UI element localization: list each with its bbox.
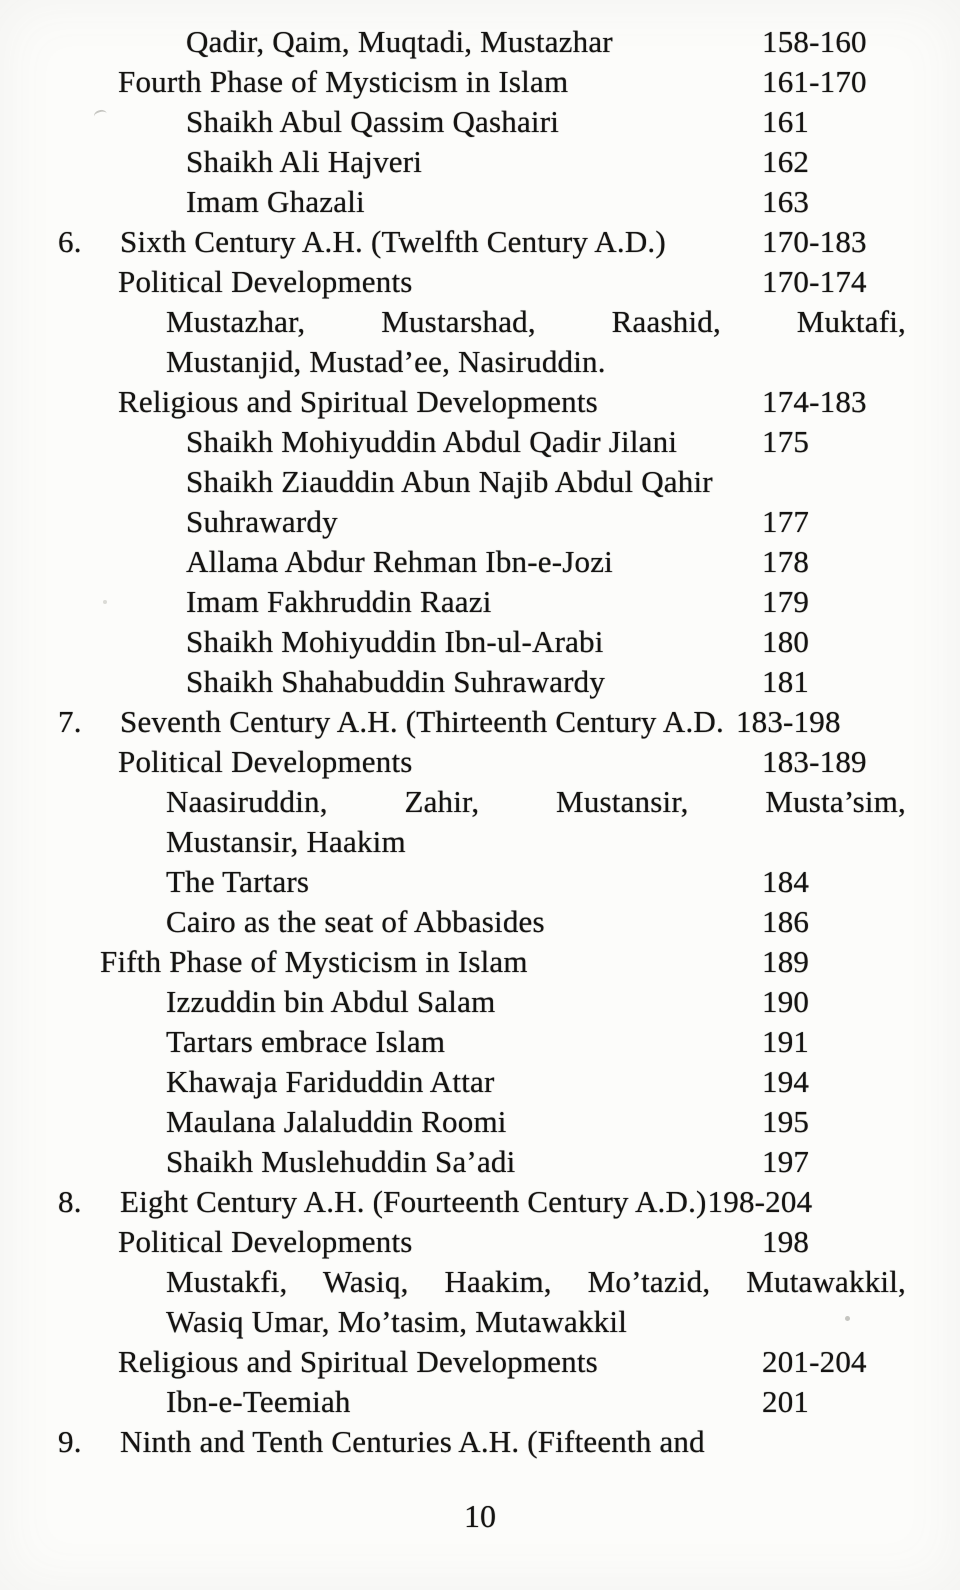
entry-pages: 162 — [762, 144, 810, 179]
entry-pages: 170-183 — [762, 224, 867, 259]
entry-pages: 197 — [762, 1144, 810, 1179]
entry-pages: 195 — [762, 1104, 810, 1139]
entry-title: Khawaja Fariduddin Attar — [166, 1064, 495, 1099]
toc-entry — [0, 262, 960, 302]
toc-entry — [0, 342, 960, 382]
toc-entry — [0, 422, 960, 462]
entry-title: Political Developments — [118, 744, 413, 779]
entry-title: Political Developments — [118, 1224, 413, 1259]
toc-entry — [0, 222, 960, 262]
entry-title: Religious and Spiritual Developments — [118, 384, 598, 419]
entry-title: Wasiq Umar, Mo’tasim, Mutawakkil — [166, 1304, 628, 1339]
entry-title: Shaikh Mohiyuddin Ibn-ul-Arabi — [186, 624, 604, 659]
entry-title: Ibn-e-Teemiah — [166, 1384, 351, 1419]
page-number: 10 — [464, 1498, 496, 1534]
entry-pages: 194 — [762, 1064, 810, 1099]
entry-title: Shaikh Ali Hajveri — [186, 144, 423, 179]
entry-title: Mustazhar, Mustarshad, Raashid, Muktafi, — [166, 304, 906, 339]
entry-title: Shaikh Mohiyuddin Abdul Qadir Jilani — [186, 424, 678, 459]
toc-entry — [0, 1222, 960, 1262]
toc-entry — [0, 142, 960, 182]
entry-pages: 198 — [762, 1224, 810, 1259]
toc-entry — [0, 742, 960, 782]
chapter-number: 8. — [58, 1184, 82, 1219]
chapter-number: 6. — [58, 224, 82, 259]
entry-pages: 175 — [762, 424, 810, 459]
entry-title: Eight Century A.H. (Fourteenth Century A.D.) — [120, 1184, 707, 1219]
entry-pages: 177 — [762, 504, 810, 539]
entry-pages: 186 — [762, 904, 810, 939]
toc-entry — [0, 1262, 960, 1302]
entry-pages: 183-198 — [735, 704, 841, 739]
entry-pages: 184 — [762, 864, 810, 899]
entry-pages: 163 — [762, 184, 810, 219]
entry-pages: 201 — [762, 1384, 810, 1419]
entry-pages: 190 — [762, 984, 810, 1019]
toc-entry — [0, 382, 960, 422]
toc-entry — [0, 1342, 960, 1382]
entry-title: Ninth and Tenth Centuries A.H. (Fifteenth and — [120, 1424, 705, 1459]
toc-entry — [0, 1302, 960, 1342]
entry-title: Shaikh Shahabuddin Suhrawardy — [186, 664, 606, 699]
entry-title: Mustansir, Haakim — [166, 824, 406, 859]
toc-entry — [0, 1382, 960, 1422]
toc-entry — [0, 622, 960, 662]
entry-pages: 161 — [762, 104, 810, 139]
entry-title: Cairo as the seat of Abbasides — [166, 904, 545, 939]
entry-title: Mustanjid, Mustad’ee, Nasiruddin. — [166, 344, 606, 379]
entry-pages: 183-189 — [762, 744, 867, 779]
chapter-number: 9. — [58, 1424, 82, 1459]
entry-title: Allama Abdur Rehman Ibn-e-Jozi — [186, 544, 613, 579]
toc-entry — [0, 662, 960, 702]
toc-entry — [0, 302, 960, 342]
toc-entry — [0, 982, 960, 1022]
entry-title: Maulana Jalaluddin Roomi — [166, 1104, 507, 1139]
entry-pages: 179 — [762, 584, 810, 619]
toc-entry — [0, 1062, 960, 1102]
entry-title: Imam Ghazali — [186, 184, 365, 219]
entry-pages: 161-170 — [762, 64, 867, 99]
toc-entry — [0, 182, 960, 222]
toc-entry — [0, 502, 960, 542]
entry-pages: 191 — [762, 1024, 810, 1059]
entry-title: Shaikh Ziauddin Abun Najib Abdul Qahir — [186, 464, 713, 499]
toc-entry — [0, 822, 960, 862]
toc-entry — [0, 1422, 960, 1462]
entry-title: Izzuddin bin Abdul Salam — [166, 984, 496, 1019]
entry-title: Religious and Spiritual Developments — [118, 1344, 598, 1379]
toc-entry — [0, 862, 960, 902]
entry-pages: 180 — [762, 624, 810, 659]
toc-entry — [0, 1022, 960, 1062]
entry-pages: 189 — [762, 944, 810, 979]
toc-entry — [0, 1142, 960, 1182]
entry-title: Suhrawardy — [186, 504, 338, 539]
entry-title: Fifth Phase of Mysticism in Islam — [100, 944, 528, 979]
entry-pages: 158-160 — [762, 24, 867, 59]
entry-title: Political Developments — [118, 264, 413, 299]
entry-title: The Tartars — [166, 864, 310, 899]
entry-pages: 174-183 — [762, 384, 867, 419]
entry-pages: 178 — [762, 544, 810, 579]
toc-entry — [0, 782, 960, 822]
entry-pages: 201-204 — [762, 1344, 867, 1379]
entry-title: Imam Fakhruddin Raazi — [186, 584, 492, 619]
toc-entry — [0, 942, 960, 982]
entry-title: Tartars embrace Islam — [166, 1024, 446, 1059]
entry-title: Seventh Century A.H. (Thirteenth Century A.D. — [120, 704, 724, 739]
toc-list — [0, 22, 960, 1462]
chapter-number: 7. — [58, 704, 82, 739]
entry-title: Fourth Phase of Mysticism in Islam — [118, 64, 569, 99]
entry-title: Shaikh Muslehuddin Sa’adi — [166, 1144, 516, 1179]
entry-pages: 198-204 — [707, 1184, 813, 1219]
toc-entry — [0, 702, 960, 742]
toc-entry — [0, 62, 960, 102]
toc-entry — [0, 1182, 960, 1222]
entry-title: Sixth Century A.H. (Twelfth Century A.D.) — [120, 224, 666, 259]
entry-title: Shaikh Abul Qassim Qashairi — [186, 104, 560, 139]
toc-entry — [0, 102, 960, 142]
toc-entry — [0, 22, 960, 62]
entry-pages: 170-174 — [762, 264, 867, 299]
toc-entry — [0, 1102, 960, 1142]
toc-entry — [0, 542, 960, 582]
entry-pages: 181 — [762, 664, 810, 699]
entry-title: Qadir, Qaim, Muqtadi, Mustazhar — [186, 24, 613, 59]
toc-entry — [0, 582, 960, 622]
toc-entry — [0, 902, 960, 942]
entry-title: Mustakfi, Wasiq, Haakim, Mo’tazid, Mutawakkil, — [166, 1264, 906, 1299]
toc-entry — [0, 462, 960, 502]
entry-title: Naasiruddin, Zahir, Mustansir, Musta’sim, — [166, 784, 906, 819]
